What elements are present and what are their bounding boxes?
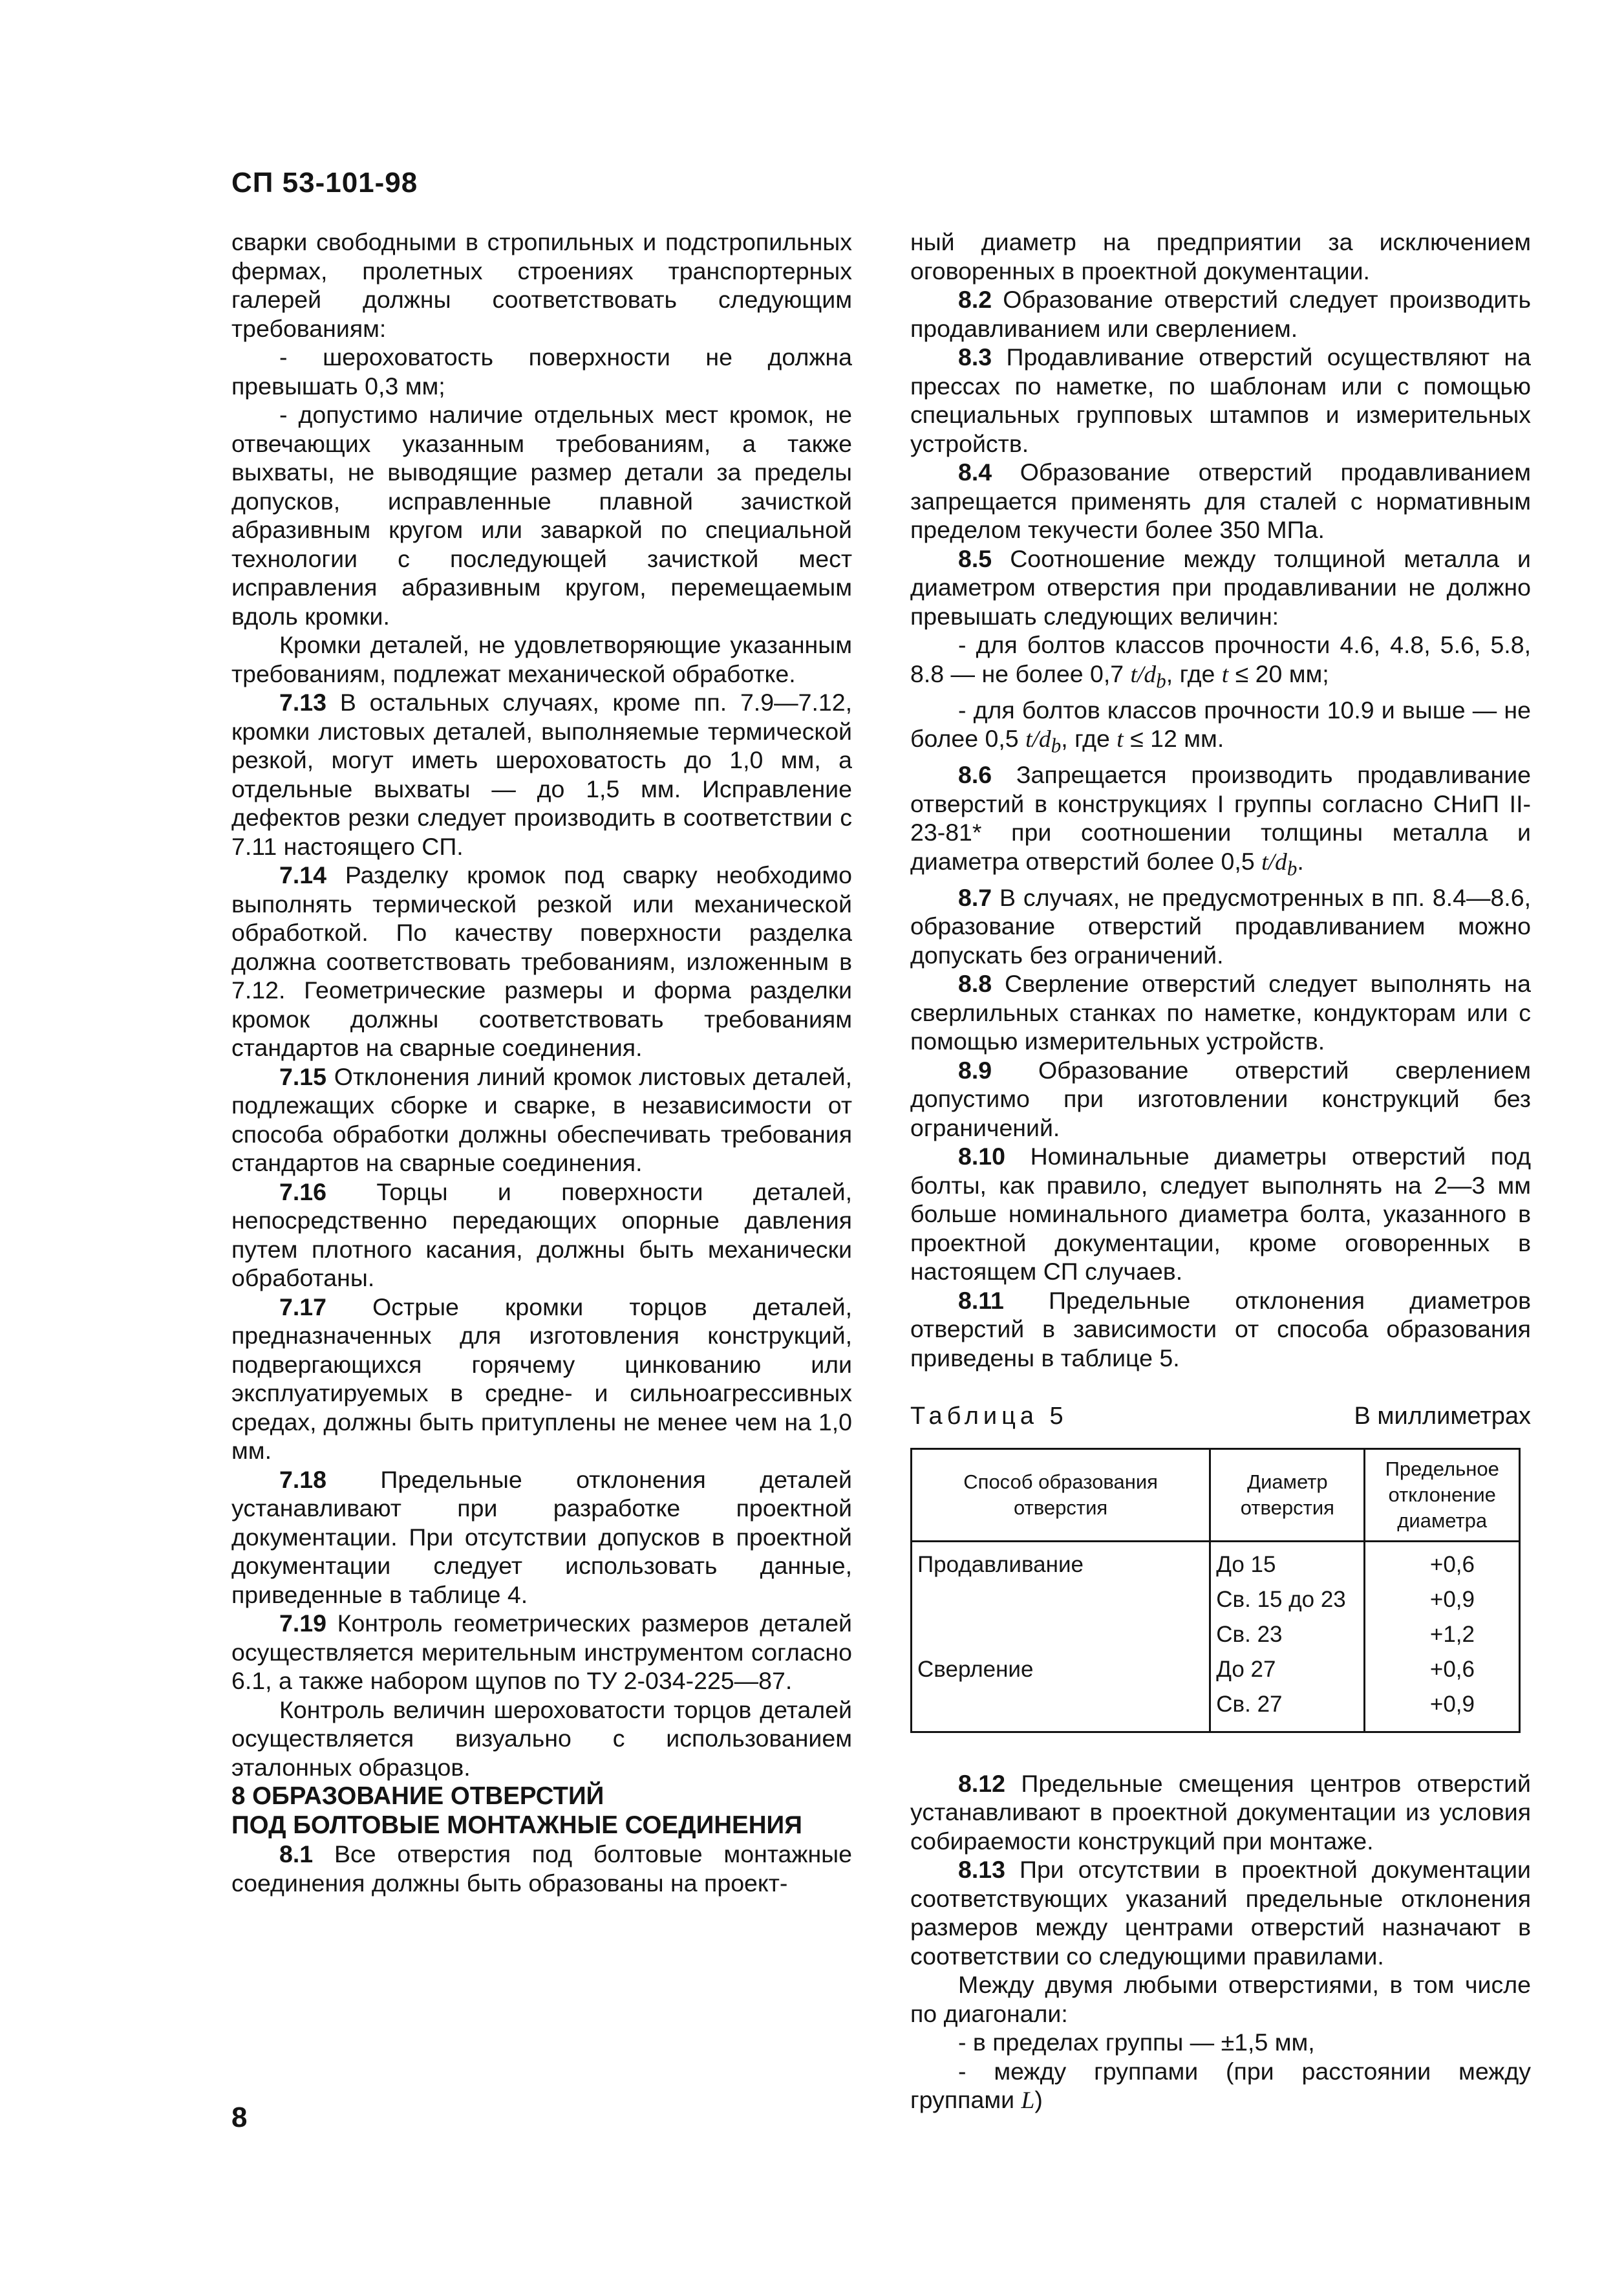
clause-text: Продавливание отверстий осуществляют на прессах по наметке, по шаблонам или с помощью специальных групповых штампов и измерительных устройств. (910, 343, 1531, 457)
section-title-line: ПОД БОЛТОВЫЕ МОНТАЖНЫЕ СОЕДИНЕНИЯ (231, 1811, 802, 1839)
paragraph: - шероховатость поверхности не должна превышать 0,3 мм; (231, 343, 852, 400)
ratio-subscript: b (1287, 857, 1298, 879)
table-cell: Сверление (912, 1652, 1210, 1687)
list-item-text: - между группами (при расстоянии между группами (910, 2057, 1531, 2113)
clause-text: Отклонения линий кромок листовых деталей, подлежащих сборке и сварке, в независимости от способа обработки должны обеспечивать требования стандартов на сварные соединения. (231, 1062, 852, 1176)
paragraph: Кромки деталей, не удовлетворяющие указанным требованиям, подлежат механической обработке. (231, 631, 852, 687)
paragraph: ный диаметр на предприятии за исключением оговоренных в проектной документации. (910, 228, 1531, 285)
table-caption (910, 1402, 1531, 1431)
clause-number: 7.16 (279, 1178, 326, 1205)
clause-text: Контроль геометрических размеров деталей осуществляется мерительным инструментом согласно 6.1, а также набором щупов по ТУ 2-034-225—87. (231, 1609, 853, 1694)
section-title-line: 8 ОБРАЗОВАНИЕ ОТВЕРСТИЙ (231, 1782, 604, 1810)
table-cell: До 15 (1210, 1541, 1365, 1582)
clause-number: 8.2 (958, 286, 992, 313)
table-row (912, 1582, 1520, 1617)
list-item (910, 696, 1531, 761)
clause-text: Номинальные диаметры отверстий под болты, как правило, следует выполнять на 2—3 мм больше номинального диаметра болта, указанного в проектной документации, кроме оговоренных в настоящем СП случаев. (910, 1143, 1531, 1285)
clause-8-3 (910, 343, 1531, 458)
clause-number: 8.12 (958, 1769, 1005, 1797)
clause-text: Торцы и поверхности деталей, непосредственно передающих опорные давления путем плотного касания, должны быть механически обработаны. (231, 1178, 853, 1291)
clause-7-16 (231, 1178, 852, 1293)
paragraph: Контроль величин шероховатости торцов деталей осуществляется визуально с использованием эталонных образцов. (231, 1695, 852, 1781)
clause-8-6 (910, 760, 1531, 883)
clause-8-4 (910, 458, 1531, 544)
page-number: 8 (231, 2102, 248, 2133)
clause-text: Образование отверстий продавливанием запрещается применять для сталей с нормативным пределом текучести более 350 МПа. (910, 458, 1532, 543)
variable: t (1221, 661, 1229, 688)
clause-8-5 (910, 544, 1531, 631)
table-5 (910, 1448, 1521, 1733)
table-cell: +1,2 (1365, 1617, 1520, 1652)
table-cell: +0,9 (1365, 1582, 1520, 1617)
clause-number: 8.6 (958, 761, 992, 788)
clause-7-13 (231, 688, 852, 861)
clause-8-9 (910, 1056, 1531, 1143)
clause-number: 7.18 (279, 1465, 326, 1493)
table-header-diameter: Диаметр отверстия (1210, 1448, 1365, 1541)
table-units: В миллиметрах (1354, 1403, 1531, 1430)
list-item-text: ≤ 12 мм. (1130, 725, 1224, 752)
clause-number: 7.15 (279, 1062, 326, 1090)
clause-7-17 (231, 1293, 852, 1465)
table-cell: Св. 15 до 23 (1210, 1582, 1365, 1617)
paragraph: - допустимо наличие отдельных мест кромок, не отвечающих указанным требованиям, а также выхваты, не выводящие размер детали за пределы допусков, исправленные плавной зачисткой абразивным кругом или заваркой по специальной технологии с последующей зачисткой мест исправления абразивным кругом, перемещаемым вдоль кромки. (231, 401, 852, 630)
clause-7-15 (231, 1062, 852, 1178)
table-row (912, 1541, 1520, 1582)
list-item-text: ) (1034, 2086, 1043, 2113)
list-item (910, 630, 1531, 696)
clause-number: 8.13 (958, 1856, 1005, 1883)
right-column (910, 228, 1531, 2116)
table-cell: Св. 27 (1210, 1687, 1365, 1732)
clause-text: Все отверстия под болтовые монтажные соединения должны быть образованы на проект- (231, 1840, 852, 1897)
left-column (231, 228, 852, 1897)
list-item-text: - для болтов классов прочности 10.9 и выше — не более 0,5 (910, 696, 1531, 752)
clause-8-10 (910, 1142, 1531, 1286)
table-cell (912, 1617, 1210, 1652)
clause-text: В случаях, не предусмотренных в пп. 8.4—8.6, образование отверстий продавливанием можно допускать без ограничений. (910, 883, 1532, 969)
variable: t (1116, 726, 1124, 753)
clause-number: 8.4 (958, 458, 992, 486)
ratio: t/d (1025, 726, 1051, 753)
ratio: t/d (1261, 848, 1287, 876)
clause-number: 7.13 (279, 689, 326, 716)
clause-number: 7.19 (279, 1609, 326, 1637)
clause-number: 7.17 (279, 1293, 326, 1320)
clause-text: Предельные отклонения диаметров отверстий в зависимости от способа образования приведены в таблице 5. (910, 1286, 1532, 1372)
clause-8-12 (910, 1769, 1531, 1856)
clause-7-19 (231, 1609, 852, 1695)
clause-text: При отсутствии в проектной документации соответствующих указаний предельные отклонения размеров между центрами отверстий назначают в соответствии со следующими правилами. (910, 1856, 1531, 1970)
table-row (912, 1617, 1520, 1652)
table-cell (912, 1582, 1210, 1617)
clause-number: 8.1 (279, 1840, 314, 1868)
table-cell: +0,9 (1365, 1687, 1520, 1732)
list-item-text: - для болтов классов прочности 4.6, 4.8, 5.6, 5.8, 8.8 — не более 0,7 (910, 631, 1531, 687)
clause-text: Образование отверстий сверлением допустимо при изготовлении конструкций без ограничений. (910, 1056, 1531, 1141)
clause-number: 8.3 (958, 343, 992, 371)
table-header-row (912, 1448, 1520, 1541)
list-item-text: , где (1166, 660, 1215, 687)
clause-number: 8.5 (958, 544, 992, 572)
clause-text: Острые кромки торцов деталей, предназначенных для изготовления конструкций, подвергающихся горячему цинкованию или эксплуатируемых в средне- и сильноагрессивных средах, должны быть притуплены не менее чем на 1,0 мм. (231, 1293, 852, 1464)
clause-number: 8.10 (958, 1143, 1005, 1170)
section-title (231, 1781, 852, 1840)
clause-number: 8.9 (958, 1056, 992, 1084)
table-cell: Св. 23 (1210, 1617, 1365, 1652)
ratio-subscript: b (1051, 734, 1062, 757)
clause-text: Предельные отклонения деталей устанавливают при разработке проектной документации. При отсутствии допусков в проектной документации следует использовать данные, приведенные в таблице 4. (231, 1465, 852, 1608)
table-cell: +0,6 (1365, 1652, 1520, 1687)
clause-number: 8.8 (958, 970, 992, 997)
table-header-deviation: Предельное отклонение диаметра (1365, 1448, 1520, 1541)
table-cell (912, 1687, 1210, 1732)
table-label: Таблица 5 (910, 1403, 1068, 1430)
clause-8-8 (910, 969, 1531, 1056)
list-item-text: , где (1061, 725, 1110, 752)
clause-8-7 (910, 883, 1531, 970)
table-row (912, 1652, 1520, 1687)
clause-text: Соотношение между толщиной металла и диаметром отверстия при продавливании не должно превышать следующих величин: (910, 544, 1531, 630)
clause-number: 8.7 (958, 883, 992, 911)
clause-number: 7.14 (279, 861, 326, 888)
clause-text: . (1297, 847, 1304, 875)
clause-text: Запрещается производить продавливание отверстий в конструкциях I группы согласно СНиП II-23-81* при соотношении толщины металла и диаметра отверстий более 0,5 (910, 761, 1531, 875)
table-cell: До 27 (1210, 1652, 1365, 1687)
table-row (912, 1687, 1520, 1732)
list-item (910, 2057, 1531, 2116)
table-cell: +0,6 (1365, 1541, 1520, 1582)
clause-text: В остальных случаях, кроме пп. 7.9—7.12, кромки листовых деталей, выполняемые термической резкой, могут иметь шероховатость до 1,0 мм, а отдельные выхваты — до 1,5 мм. Исправление дефектов резки следует производить в соответствии с 7.11 настоящего СП. (231, 689, 852, 860)
clause-7-14 (231, 861, 852, 1062)
ratio: t/d (1130, 661, 1157, 688)
clause-8-11 (910, 1286, 1531, 1373)
clause-text: Предельные смещения центров отверстий устанавливают в проектной документации из условия собираемости конструкций при монтаже. (910, 1769, 1531, 1855)
clause-8-2 (910, 285, 1531, 343)
document-code: СП 53-101-98 (231, 167, 418, 199)
list-item-text: ≤ 20 мм; (1235, 660, 1329, 687)
clause-text: Образование отверстий следует производить продавливанием или сверлением. (910, 286, 1531, 342)
list-item: - в пределах группы — ±1,5 мм, (958, 2029, 1315, 2056)
paragraph: сварки свободными в стропильных и подстропильных фермах, пролетных строениях транспортерных галерей должны соответствовать следующим требованиям: (231, 228, 852, 342)
ratio-subscript: b (1156, 669, 1166, 692)
table-header-method: Способ образования отверстия (912, 1448, 1210, 1541)
paragraph: Между двумя любыми отверстиями, в том числе по диагонали: (910, 1971, 1531, 2027)
clause-7-18 (231, 1465, 852, 1609)
clause-text: Сверление отверстий следует выполнять на сверлильных станках по наметке, кондукторам или с помощью измерительных устройств. (910, 970, 1531, 1055)
table-cell: Продавливание (912, 1541, 1210, 1582)
clause-8-13 (910, 1855, 1531, 1970)
clause-number: 8.11 (958, 1286, 1004, 1314)
variable: L (1021, 2087, 1035, 2114)
clause-8-1 (231, 1840, 852, 1897)
clause-text: Разделку кромок под сварку необходимо выполнять термической резкой или механической обработкой. По качеству поверхности разделка должна соответствовать требованиям, изложенным в 7.12. Геометрические размеры и форма разделки кромок должны соответствовать требованиям стандартов на сварные соединения. (231, 861, 852, 1061)
